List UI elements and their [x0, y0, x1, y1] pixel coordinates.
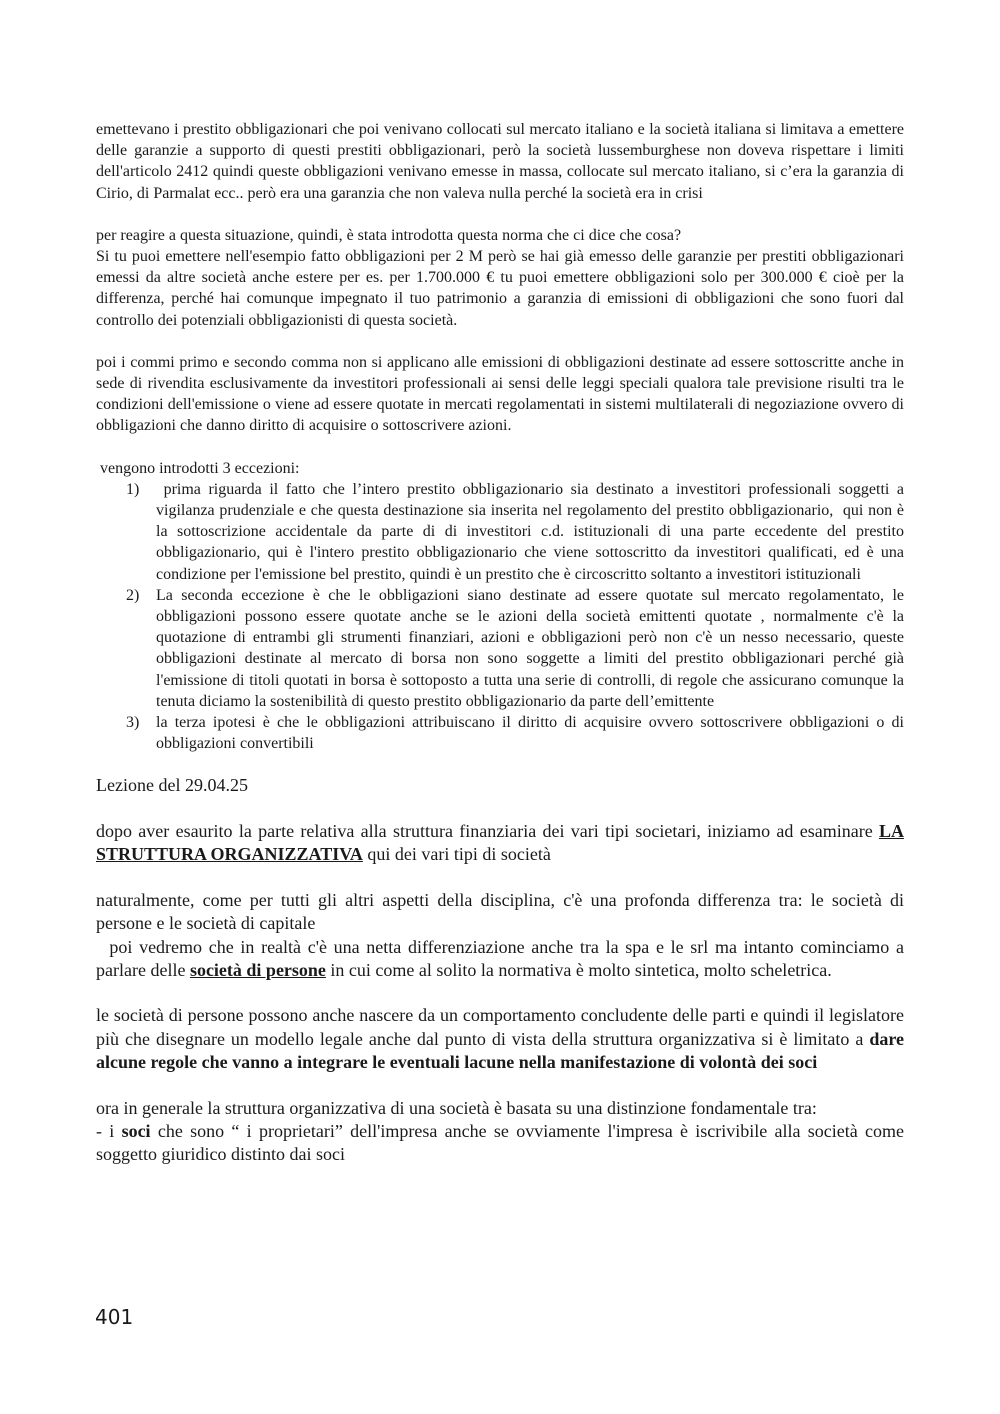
document-page	[96, 119, 909, 1167]
paragraph-societa-persone: le società di persone possono anche nascere da un comportamento concludente delle parti e quindi il legislatore più che disegnare un modello legale anche dal punto di vista della struttura organizzativa si è limitato a dare alcune regole che vanno a integrare le eventuali lacune nella manifestazione di volontà dei soci	[96, 1005, 904, 1073]
paragraph-ora: ora in generale la struttura organizzativa di una società è basata su una distinzione fondamentale tra:	[96, 1097, 817, 1118]
societa-di-persone-emphasis: società di persone	[189, 959, 326, 980]
regole-emphasis: dare alcune regole che vanno a integrare le eventuali lacune nella manifestazione di volontà dei soci	[96, 1028, 904, 1073]
large-text-section	[96, 774, 909, 1166]
list-item-text: la terza ipotesi è che le obbligazioni attribuiscano il diritto di acquisire ovvero sottoscrivere obbligazioni o di obbligazioni convertibili	[156, 714, 904, 753]
list-item	[96, 712, 904, 754]
list-item-number: 2)	[126, 586, 140, 604]
eccezioni-list	[96, 479, 909, 755]
small-text-section	[96, 119, 909, 754]
paragraph-soci: - i soci che sono “ i proprietari” dell'impresa anche se ovviamente l'impresa è iscrivibile alla società come soggetto giuridico distinto dai soci	[96, 1120, 904, 1165]
struttura-organizzativa-emphasis: LA STRUTTURA ORGANIZZATIVA	[96, 820, 904, 865]
paragraph-commi: poi i commi primo e secondo comma non si applicano alle emissioni di obbligazioni destinate ad essere sottoscritte anche in sede di rivendita esclusivamente da investitori professionali ai sensi delle leggi speciali qualora tale previsione risulti tra le condizioni dell'emissione o viene ad essere quotate in mercati regolamentati in sistemi multilaterali di negoziazione ovvero di obbligazioni che danno diritto di acquisire o sottoscrivere azioni.	[96, 353, 904, 435]
paragraph-garanzie: emettevano i prestito obbligazionari che poi venivano collocati sul mercato italiano e la società italiana si limitava a emettere delle garanzie a supporto di questi prestiti obbligazionari, però la società lussemburghese non doveva rispettare i limiti dell'articolo 2412 quindi queste obbligazioni venivano emesse in massa, collocate sul mercato italiano, si c’era la garanzia di Cirio, di Parmalat ecc.. però era una garanzia che non valeva nulla perché la società era in crisi	[96, 121, 904, 202]
list-item-text: prima riguarda il fatto che l’intero prestito obbligazionario sia destinato a investitori professionali soggetti a vigilanza prudenziale e che questa destinazione sia inserita nel regolamento del prestito obbligazionario, qui non è la sottoscrizione accidentale da parte di di investitori c.d. istituzionali di una parte eccedente del prestito obbligazionario, qui è l'intero prestito obbligazionario che viene sottoscritto da investitori qualificati, ed è una condizione per l'emissione bel prestito, quindi è un prestito che è circoscritto soltanto a investitori istituzionali	[156, 480, 909, 583]
paragraph-struttura: dopo aver esaurito la parte relativa alla struttura finanziaria dei vari tipi societari, iniziamo ad esaminare LA STRUTTURA ORGANIZZATIVA qui dei vari tipi di società	[96, 820, 904, 865]
list-item-number: 3)	[126, 714, 140, 732]
list-item-number: 1)	[126, 480, 140, 498]
lesson-heading: Lezione del 29.04.25	[96, 775, 248, 796]
paragraph-naturalmente: naturalmente, come per tutti gli altri aspetti della disciplina, c'è una profonda differenza tra: le società di persone e le società di capitale	[96, 889, 904, 934]
paragraph-reagire: per reagire a questa situazione, quindi, è stata introdotta questa norma che ci dice che cosa?	[96, 226, 682, 244]
list-item	[96, 585, 904, 712]
page-number: 401	[95, 1305, 134, 1329]
paragraph-poi-vedremo: poi vedremo che in realtà c'è una netta differenziazione anche tra la spa e le srl ma intanto cominciamo a parlare delle società di persone in cui come al solito la normativa è molto sintetica, molto scheletrica.	[96, 936, 909, 980]
soci-emphasis: soci	[121, 1120, 151, 1141]
list-item	[96, 479, 909, 585]
paragraph-esempio: Si tu puoi emettere nell'esempio fatto obbligazioni per 2 M però se hai già emesso delle garanzie per prestiti obbligazionari emessi da altre società anche estere per es. per 1.700.000 € tu puoi emettere obbligazioni solo per 300.000 € cioè per la differenza, perché hai comunque impegnato il tuo patrimonio a garanzia di emissioni di obbligazioni che sono fuori dal controllo dei potenziali obbligazionisti di questa società.	[96, 248, 904, 329]
list-item-text: La seconda eccezione è che le obbligazioni siano destinate ad essere quotate sul mercato regolamentato, le obbligazioni possono essere quotate anche se le azioni della società emittenti quotate , normalmente c'è la quotazione di entrambi gli strumenti finanziari, azioni e obbligazioni però non c'è un nesso necessario, queste obbligazioni destinate al mercato di borsa non sono soggette a limiti del prestito obbligazionari perché già l'emissione di titoli quotati in borsa è sottoposto a tutta una serie di controlli, di regole che assicurano comunque la tenuta diciamo la sostenibilità di questo prestito obbligazionario da parte dell’emittente	[156, 586, 904, 710]
paragraph-eccezioni-intro: vengono introdotti 3 eccezioni:	[96, 459, 300, 477]
